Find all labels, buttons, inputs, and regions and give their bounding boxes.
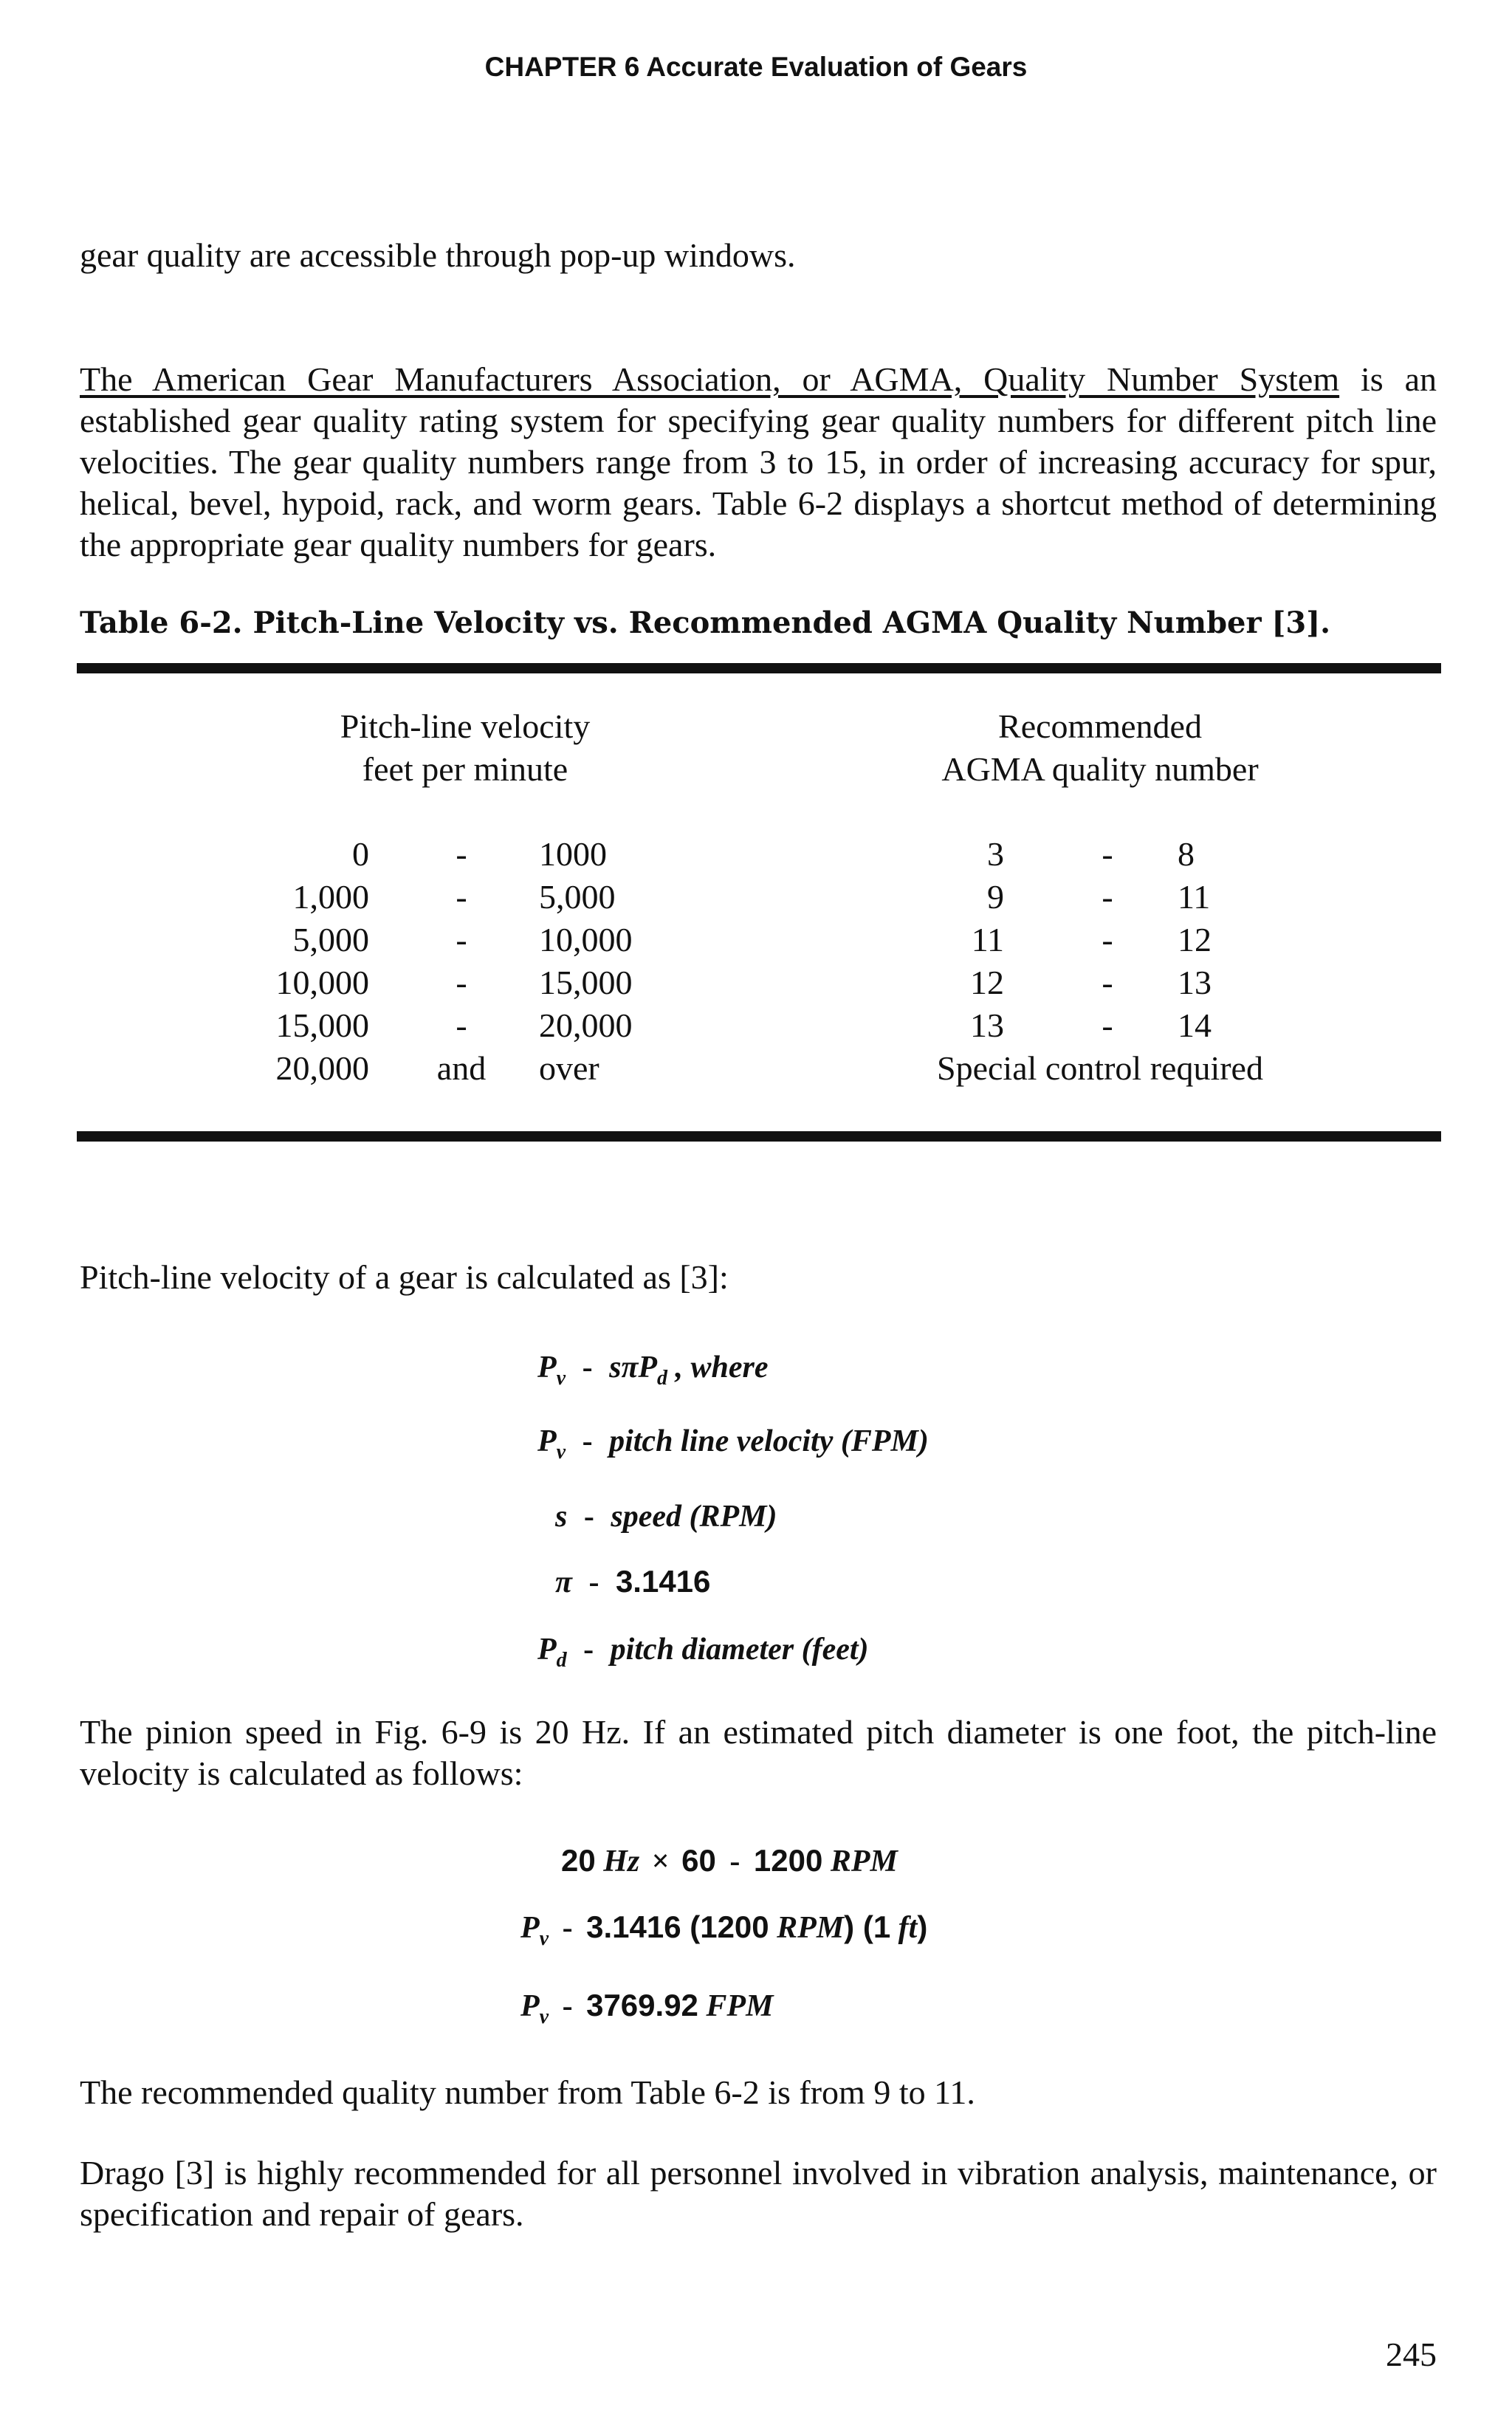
velocity-separator: - xyxy=(456,835,467,873)
table-body xyxy=(0,833,1512,1090)
page-number: 245 xyxy=(1386,2336,1437,2373)
calc-hz-value: 20 xyxy=(561,1843,596,1878)
velocity-to: 20,000 xyxy=(539,1006,633,1044)
recommended-line: The recommended quality number from Table 6-2 is from 9 to 11. xyxy=(80,2073,975,2111)
velocity-from: 20,000 xyxy=(275,1049,369,1087)
quality-to: 14 xyxy=(1178,1006,1212,1044)
equals-sign: - xyxy=(562,1911,573,1945)
velocity-from: 5,000 xyxy=(292,921,369,958)
pd-meaning: pitch diameter (feet) xyxy=(610,1633,869,1667)
pi-definition xyxy=(555,1564,710,1600)
calc-hz-unit: Hz xyxy=(603,1845,640,1878)
equals-sign: - xyxy=(729,1845,740,1878)
pv-subscript: v xyxy=(556,1441,566,1463)
calc-fpm-unit: FPM xyxy=(706,1989,774,2023)
velocity-separator: - xyxy=(456,921,467,958)
quality-separator: - xyxy=(1102,964,1113,1001)
quality-to: 13 xyxy=(1178,964,1212,1001)
velocity-from: 10,000 xyxy=(275,964,369,1001)
velocity-from: 1,000 xyxy=(292,878,369,916)
agma-system-name: The American Gear Manufacturers Association, or AGMA, Quality Number System xyxy=(80,360,1340,398)
pi-symbol: π xyxy=(555,1565,572,1599)
equals-sign: - xyxy=(562,1989,573,2023)
agma-paragraph xyxy=(80,359,1437,566)
calc-pv-expr-2: ) (1 xyxy=(844,1909,891,1944)
pi-value: 3.1416 xyxy=(615,1564,711,1599)
quality-from: 11 xyxy=(971,921,1004,958)
velocity-to: 5,000 xyxy=(539,878,616,916)
velocity-to: 15,000 xyxy=(539,964,633,1001)
velocity-separator: - xyxy=(456,1006,467,1044)
formula-main xyxy=(537,1350,769,1390)
calc-line-result xyxy=(520,1988,773,2029)
quality-separator: - xyxy=(1102,878,1113,916)
pv-subscript: v xyxy=(539,2005,549,2028)
velocity-from: 0 xyxy=(352,835,369,873)
equals-sign: - xyxy=(583,1500,594,1534)
table-bottom-rule xyxy=(77,1131,1441,1142)
velocity-column-header xyxy=(281,705,650,791)
table-row xyxy=(0,1047,1512,1090)
velocity-to: over xyxy=(539,1049,599,1087)
quality-separator: - xyxy=(1102,1006,1113,1044)
quality-from: 13 xyxy=(970,1006,1004,1044)
where-word: , where xyxy=(675,1351,769,1384)
quality-separator: - xyxy=(1102,835,1113,873)
velocity-separator: - xyxy=(456,878,467,916)
velocity-separator: and xyxy=(436,1049,487,1087)
calc-line-pv xyxy=(520,1909,927,1951)
quality-to: 12 xyxy=(1178,921,1212,958)
pd-subscript: d xyxy=(657,1367,668,1390)
velocity-intro: Pitch-line velocity of a gear is calculated as [3]: xyxy=(80,1258,729,1296)
s-pi-pd: sπP xyxy=(609,1351,658,1384)
quality-header-line-2: AGMA quality number xyxy=(941,750,1259,788)
table-row xyxy=(0,919,1512,961)
running-header: CHAPTER 6 Accurate Evaluation of Gears xyxy=(484,52,1028,82)
quality-separator: - xyxy=(1102,921,1113,958)
equals-sign: - xyxy=(582,1424,593,1458)
quality-from: 9 xyxy=(987,878,1004,916)
calc-rpm-unit: RPM xyxy=(830,1845,898,1878)
quality-from: 3 xyxy=(987,835,1004,873)
quality-to: 8 xyxy=(1178,835,1195,873)
calc-ft-unit: ft xyxy=(898,1911,918,1945)
quality-from: 12 xyxy=(970,964,1004,1001)
calc-rpm-unit: RPM xyxy=(777,1911,845,1945)
pv-symbol: P xyxy=(520,1989,540,2023)
pd-symbol: P xyxy=(537,1633,557,1667)
pv-meaning: pitch line velocity (FPM) xyxy=(609,1424,929,1458)
multiply-sign: × xyxy=(651,1845,670,1878)
pv-definition xyxy=(537,1424,929,1464)
table-top-rule xyxy=(77,663,1441,673)
equals-sign: - xyxy=(588,1565,599,1599)
calc-factor: 60 xyxy=(681,1843,716,1878)
pv-symbol: P xyxy=(520,1911,540,1945)
table-row xyxy=(0,1004,1512,1047)
velocity-separator: - xyxy=(456,964,467,1001)
velocity-to: 10,000 xyxy=(539,921,633,958)
s-definition xyxy=(555,1499,777,1534)
velocity-header-line-1: Pitch-line velocity xyxy=(340,707,591,745)
pd-subscript: d xyxy=(556,1649,567,1672)
quality-header-line-1: Recommended xyxy=(998,707,1202,745)
equals-sign: - xyxy=(582,1351,593,1384)
drago-paragraph: Drago [3] is highly recommended for all personnel involved in vibration analysis, maintenance, or specification and repair of gears. xyxy=(80,2154,1437,2233)
equals-sign: - xyxy=(583,1633,594,1667)
table-row xyxy=(0,876,1512,919)
velocity-from: 15,000 xyxy=(275,1006,369,1044)
agma-paragraph-body: is an established gear quality rating system for specifying gear quality numbers for different pitch line velocities. The gear quality numbers range from 3 to 15, in order of increasing accuracy for spur, helical, bevel, hypoid, rack, and worm gears. Table 6-2 displays a shortcut method of determining the appropriate gear quality numbers for gears. xyxy=(80,360,1437,563)
quality-to: 11 xyxy=(1178,878,1211,916)
s-meaning: speed (RPM) xyxy=(611,1500,777,1534)
velocity-header-line-2: feet per minute xyxy=(362,750,568,788)
pv-symbol: P xyxy=(537,1351,557,1384)
s-symbol: s xyxy=(555,1500,568,1534)
velocity-to: 1000 xyxy=(539,835,607,873)
calc-result-value: 3769.92 xyxy=(586,1988,698,2022)
calc-line-rpm xyxy=(561,1843,898,1879)
pd-definition xyxy=(537,1632,869,1672)
quality-special: Special control required xyxy=(937,1049,1263,1087)
table-row xyxy=(0,961,1512,1004)
pv-subscript: v xyxy=(556,1367,566,1390)
quality-column-header xyxy=(871,705,1329,791)
table-row xyxy=(0,833,1512,876)
pv-symbol: P xyxy=(537,1424,557,1458)
pinion-paragraph: The pinion speed in Fig. 6-9 is 20 Hz. If an estimated pitch diameter is one foot, the pitch-line velocity is calculated as follows: xyxy=(80,1713,1437,1792)
calc-rpm-value: 1200 xyxy=(753,1843,823,1878)
table-caption: Table 6-2. Pitch-Line Velocity vs. Recommended AGMA Quality Number [3]. xyxy=(80,605,1331,640)
intro-line: gear quality are accessible through pop-up windows. xyxy=(80,236,796,274)
calc-close-paren: ) xyxy=(917,1909,928,1944)
calc-pv-expr: 3.1416 (1200 xyxy=(586,1909,769,1944)
pv-subscript: v xyxy=(539,1927,549,1950)
